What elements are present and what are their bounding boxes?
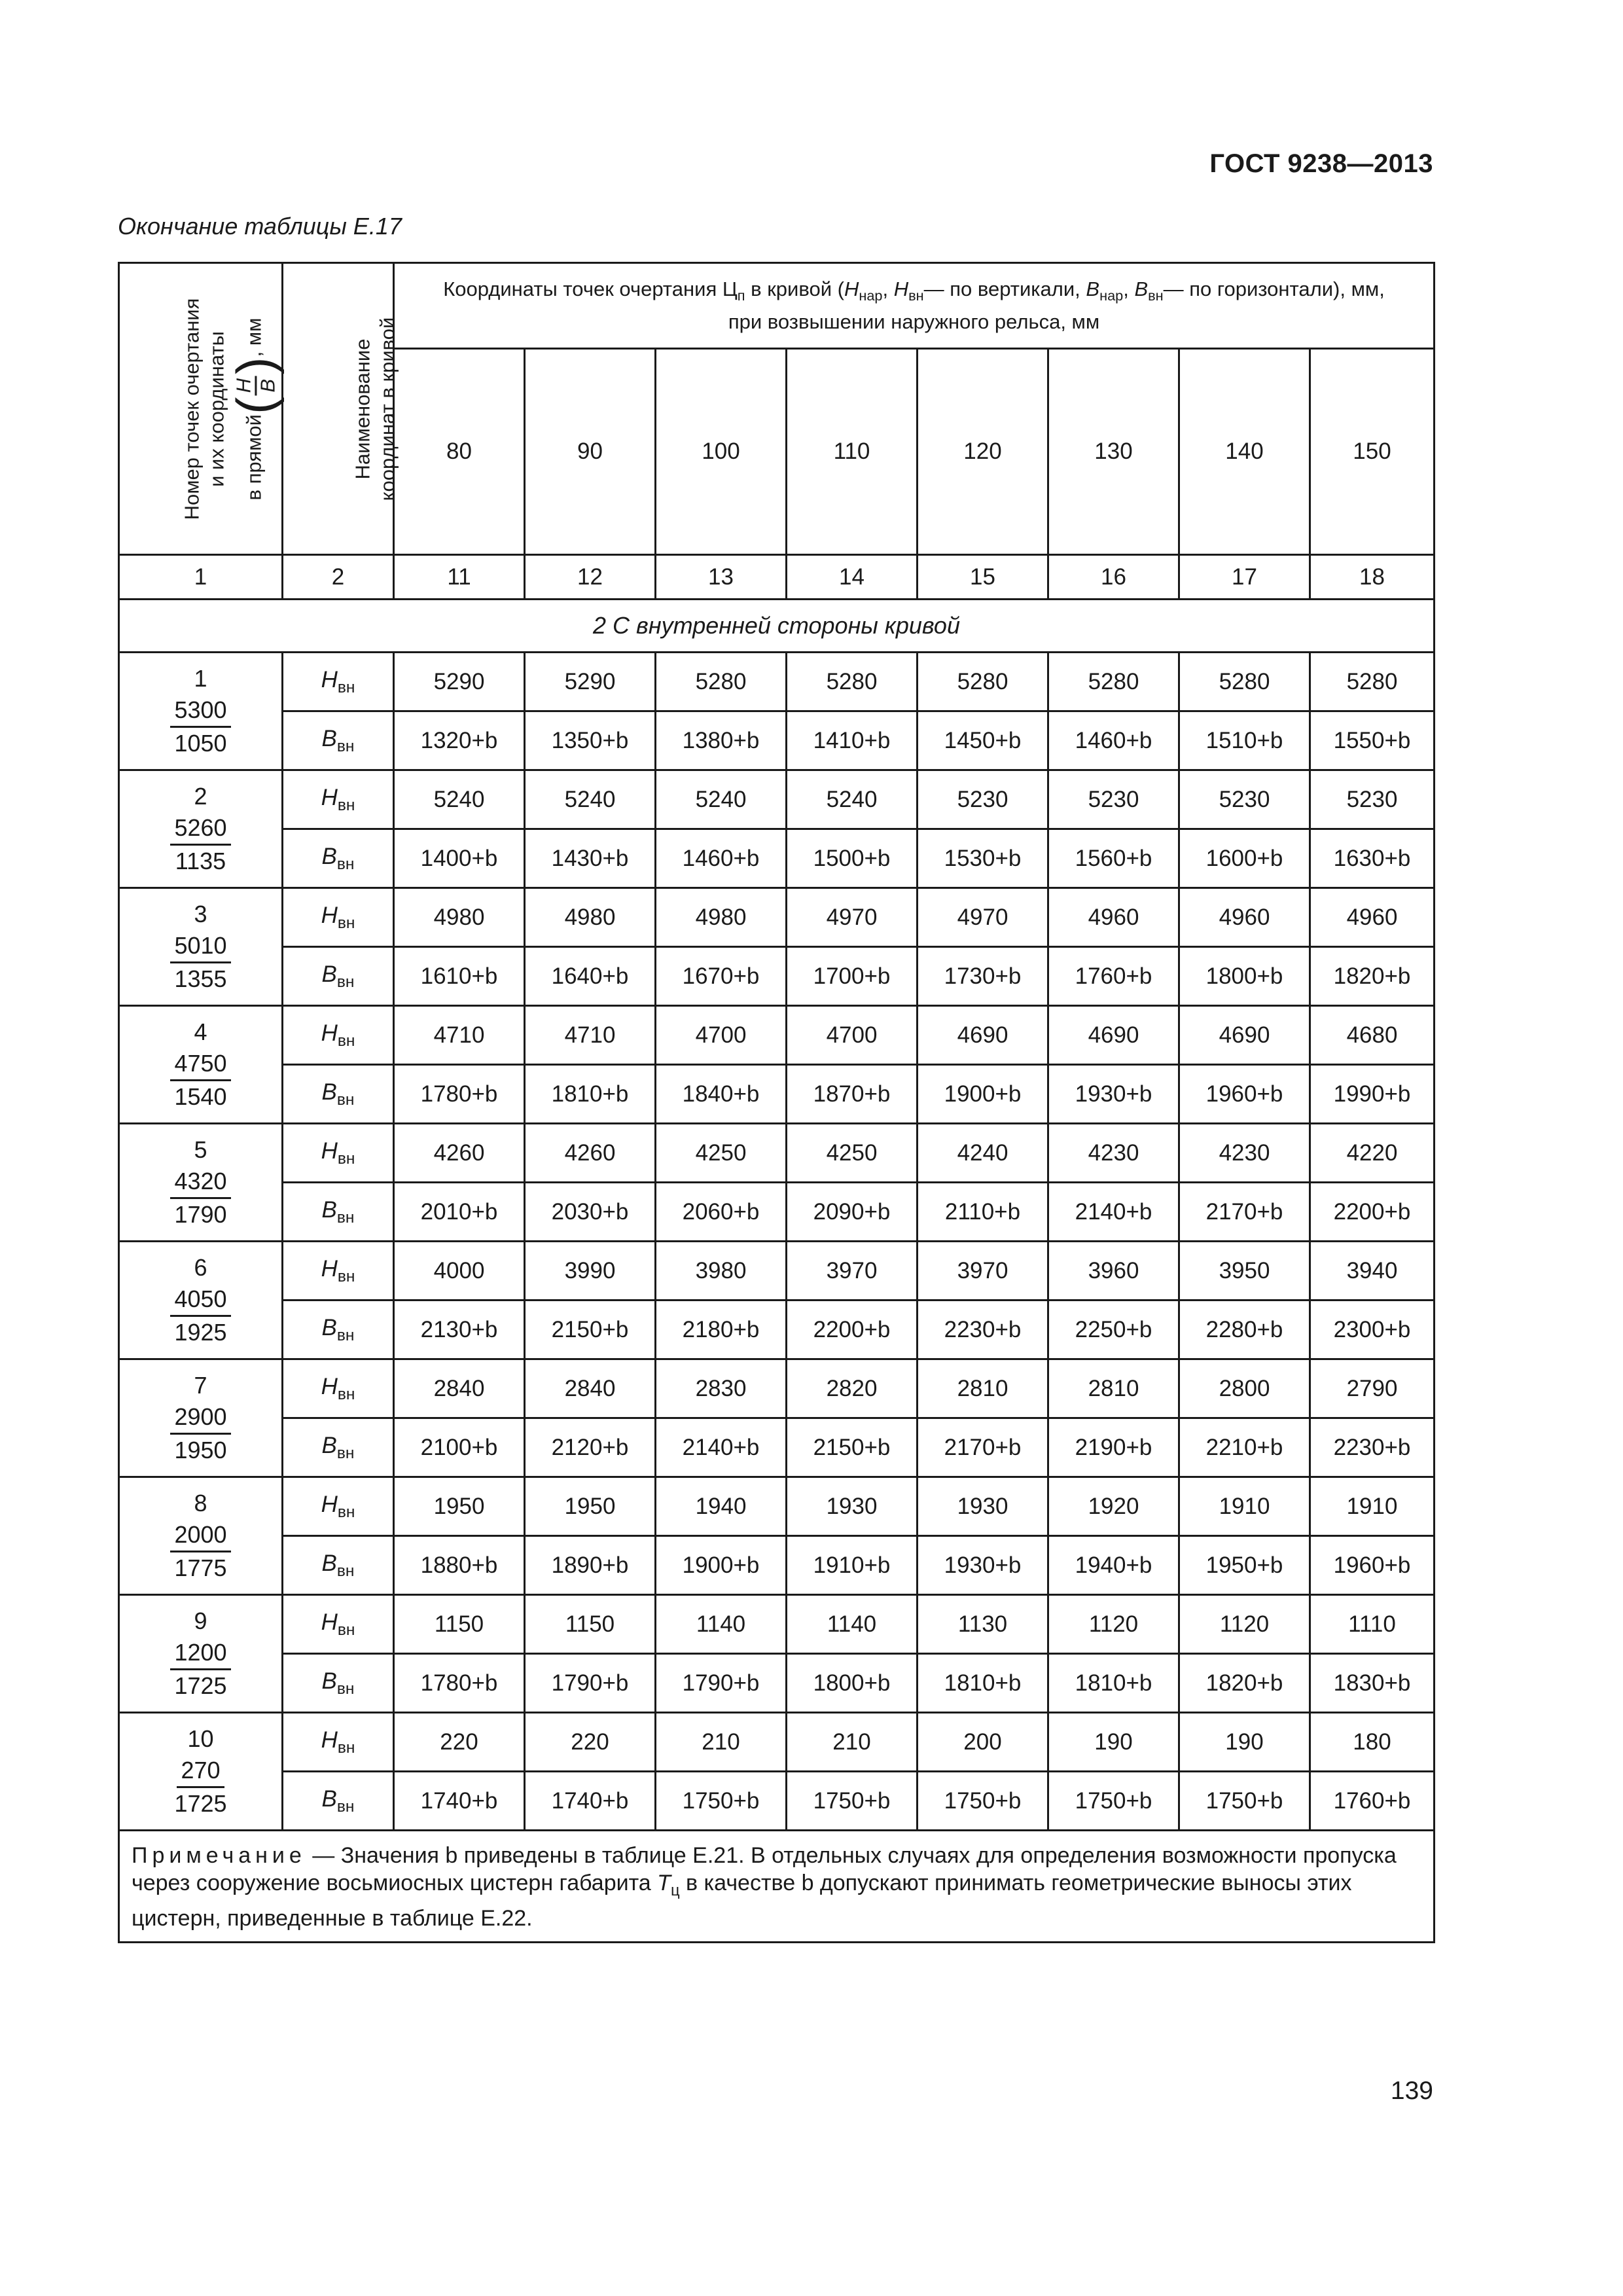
value-cell: 1840+b [656, 1065, 787, 1124]
column-number: 13 [656, 555, 787, 600]
value-cell: 210 [656, 1713, 787, 1772]
value-cell: 5280 [656, 653, 787, 711]
value-cell: 1780+b [394, 1065, 525, 1124]
value-cell: 2030+b [525, 1183, 656, 1242]
value-cell: 1750+b [1179, 1772, 1310, 1831]
value-cell: 4220 [1310, 1124, 1435, 1183]
value-cell: 1780+b [394, 1654, 525, 1713]
value-cell: 4980 [656, 888, 787, 947]
value-cell: 1500+b [787, 829, 918, 888]
table-row [119, 653, 1435, 711]
value-cell: 1750+b [1048, 1772, 1179, 1831]
value-cell: 2100+b [394, 1418, 525, 1477]
value-cell: 1950+b [1179, 1536, 1310, 1595]
value-cell: 1750+b [787, 1772, 918, 1831]
page-number: 139 [1390, 2077, 1433, 2105]
value-cell: 220 [525, 1713, 656, 1772]
value-cell: 4700 [656, 1006, 787, 1065]
value-cell: 4260 [394, 1124, 525, 1183]
value-cell: 5280 [1048, 653, 1179, 711]
value-cell: 5290 [394, 653, 525, 711]
value-cell: 1790+b [525, 1654, 656, 1713]
value-cell: 1400+b [394, 829, 525, 888]
value-cell: 1930+b [1048, 1065, 1179, 1124]
value-cell: 1460+b [1048, 711, 1179, 770]
coord-label-h: $H_{вн}$ [283, 1359, 394, 1418]
table-row [119, 1713, 1435, 1772]
value-cell: 5280 [918, 653, 1048, 711]
point-coordinates: 8 2000 1775 [119, 1477, 283, 1595]
value-cell: 4970 [787, 888, 918, 947]
value-cell: 200 [918, 1713, 1048, 1772]
value-cell: 1130 [918, 1595, 1048, 1654]
elevation-header: 110 [787, 349, 918, 555]
value-cell: 4980 [525, 888, 656, 947]
value-cell: 1890+b [525, 1536, 656, 1595]
value-cell: 5240 [394, 770, 525, 829]
coord-label-b: $B_{вн}$ [283, 1183, 394, 1242]
value-cell: 1140 [656, 1595, 787, 1654]
value-cell: 1510+b [1179, 711, 1310, 770]
value-cell: 2840 [525, 1359, 656, 1418]
table-row [119, 1772, 1435, 1831]
value-cell: 1150 [525, 1595, 656, 1654]
column-number: 11 [394, 555, 525, 600]
point-coordinates: 5 4320 1790 [119, 1124, 283, 1242]
value-cell: 1670+b [656, 947, 787, 1006]
value-cell: 190 [1179, 1713, 1310, 1772]
table-row [119, 1595, 1435, 1654]
value-cell: 1810+b [525, 1065, 656, 1124]
value-cell: 3960 [1048, 1242, 1179, 1300]
coord-label-b: $B_{вн}$ [283, 711, 394, 770]
value-cell: 1790+b [656, 1654, 787, 1713]
coord-label-h: $H_{вн}$ [283, 770, 394, 829]
value-cell: 1960+b [1179, 1065, 1310, 1124]
column-number: 12 [525, 555, 656, 600]
value-cell: 2830 [656, 1359, 787, 1418]
section-title: 2 С внутренней стороны кривой [119, 600, 1435, 653]
value-cell: 4230 [1179, 1124, 1310, 1183]
value-cell: 1600+b [1179, 829, 1310, 888]
table-row [119, 888, 1435, 947]
value-cell: 4240 [918, 1124, 1048, 1183]
value-cell: 1950 [525, 1477, 656, 1536]
value-cell: 1800+b [1179, 947, 1310, 1006]
coord-label-b: $B_{вн}$ [283, 829, 394, 888]
table-row [119, 947, 1435, 1006]
value-cell: 2170+b [918, 1418, 1048, 1477]
value-cell: 1530+b [918, 829, 1048, 888]
point-coordinates: 9 1200 1725 [119, 1595, 283, 1713]
value-cell: 4710 [394, 1006, 525, 1065]
value-cell: 2090+b [787, 1183, 918, 1242]
value-cell: 1630+b [1310, 829, 1435, 888]
value-cell: 4690 [1179, 1006, 1310, 1065]
value-cell: 1820+b [1179, 1654, 1310, 1713]
coord-label-h: $H_{вн}$ [283, 1713, 394, 1772]
value-cell: 1740+b [394, 1772, 525, 1831]
value-cell: 2130+b [394, 1300, 525, 1359]
value-cell: 4970 [918, 888, 1048, 947]
value-cell: 5230 [1310, 770, 1435, 829]
value-cell: 5230 [918, 770, 1048, 829]
point-coordinates: 7 2900 1950 [119, 1359, 283, 1477]
value-cell: 3970 [918, 1242, 1048, 1300]
value-cell: 4690 [1048, 1006, 1179, 1065]
value-cell: 4700 [787, 1006, 918, 1065]
value-cell: 1120 [1179, 1595, 1310, 1654]
value-cell: 4980 [394, 888, 525, 947]
standard-code: ГОСТ 9238—2013 [1209, 149, 1433, 178]
value-cell: 4710 [525, 1006, 656, 1065]
column-number: 1 [119, 555, 283, 600]
value-cell: 5240 [656, 770, 787, 829]
value-cell: 5240 [525, 770, 656, 829]
header-coordinates: Координаты точек очертания $Ц_п$ в кривой ($H_{нар}$, $H_{вн}—$ по вертикали, $B_{нар}$, $B_{вн}—$ по горизонтали), мм, при возвышении наружного рельса, мм [394, 263, 1435, 349]
value-cell: 1550+b [1310, 711, 1435, 770]
column-number: 16 [1048, 555, 1179, 600]
value-cell: 5230 [1048, 770, 1179, 829]
coord-label-b: $B_{вн}$ [283, 1772, 394, 1831]
value-cell: 2800 [1179, 1359, 1310, 1418]
value-cell: 1930 [787, 1477, 918, 1536]
value-cell: 4250 [787, 1124, 918, 1183]
value-cell: 1760+b [1048, 947, 1179, 1006]
value-cell: 1810+b [918, 1654, 1048, 1713]
coord-label-b: $B_{вн}$ [283, 1065, 394, 1124]
value-cell: 2200+b [1310, 1183, 1435, 1242]
value-cell: 3980 [656, 1242, 787, 1300]
value-cell: 1940 [656, 1477, 787, 1536]
table-row [119, 1536, 1435, 1595]
value-cell: 1750+b [918, 1772, 1048, 1831]
value-cell: 1810+b [1048, 1654, 1179, 1713]
value-cell: 4680 [1310, 1006, 1435, 1065]
column-number: 17 [1179, 555, 1310, 600]
value-cell: 190 [1048, 1713, 1179, 1772]
table-note: Примечание — Значения b приведены в таблице Е.21. В отдельных случаях для определения возможности пропуска через сооружение восьмиосных цистерн габарита $Т_ц$ в качестве b допускают принимать геометрические выносы этих цистерн, приведенные в таблице Е.22. [119, 1831, 1435, 1943]
value-cell: 2280+b [1179, 1300, 1310, 1359]
value-cell: 3940 [1310, 1242, 1435, 1300]
value-cell: 1930+b [918, 1536, 1048, 1595]
value-cell: 2120+b [525, 1418, 656, 1477]
value-cell: 2840 [394, 1359, 525, 1418]
coord-label-h: $H_{вн}$ [283, 1242, 394, 1300]
value-cell: 1910+b [787, 1536, 918, 1595]
table-row [119, 1006, 1435, 1065]
value-cell: 220 [394, 1713, 525, 1772]
value-cell: 2300+b [1310, 1300, 1435, 1359]
coord-label-h: $H_{вн}$ [283, 653, 394, 711]
value-cell: 5290 [525, 653, 656, 711]
value-cell: 1870+b [787, 1065, 918, 1124]
value-cell: 4960 [1310, 888, 1435, 947]
value-cell: 1900+b [656, 1536, 787, 1595]
value-cell: 2060+b [656, 1183, 787, 1242]
value-cell: 1410+b [787, 711, 918, 770]
coord-label-b: $B_{вн}$ [283, 1536, 394, 1595]
value-cell: 1820+b [1310, 947, 1435, 1006]
value-cell: 1640+b [525, 947, 656, 1006]
value-cell: 1830+b [1310, 1654, 1435, 1713]
table-row [119, 1359, 1435, 1418]
value-cell: 1900+b [918, 1065, 1048, 1124]
value-cell: 2230+b [1310, 1418, 1435, 1477]
table-continuation-caption: Окончание таблицы Е.17 [118, 213, 402, 240]
elevation-header: 140 [1179, 349, 1310, 555]
value-cell: 3950 [1179, 1242, 1310, 1300]
value-cell: 1750+b [656, 1772, 787, 1831]
table-row [119, 1477, 1435, 1536]
value-cell: 4230 [1048, 1124, 1179, 1183]
value-cell: 2790 [1310, 1359, 1435, 1418]
value-cell: 2810 [918, 1359, 1048, 1418]
header-point-number: Номер точек очертания и их координаты в прямой( H B ), мм [119, 263, 283, 555]
value-cell: 2820 [787, 1359, 918, 1418]
value-cell: 5280 [787, 653, 918, 711]
value-cell: 1560+b [1048, 829, 1179, 888]
value-cell: 4960 [1179, 888, 1310, 947]
note-row [119, 1831, 1435, 1943]
value-cell: 5230 [1179, 770, 1310, 829]
value-cell: 1700+b [787, 947, 918, 1006]
elevation-header: 130 [1048, 349, 1179, 555]
value-cell: 1910 [1179, 1477, 1310, 1536]
value-cell: 3990 [525, 1242, 656, 1300]
value-cell: 2190+b [1048, 1418, 1179, 1477]
table-row [119, 829, 1435, 888]
elevation-header: 100 [656, 349, 787, 555]
value-cell: 5240 [787, 770, 918, 829]
table-row [119, 770, 1435, 829]
coord-label-b: $B_{вн}$ [283, 1418, 394, 1477]
value-cell: 2010+b [394, 1183, 525, 1242]
value-cell: 1110 [1310, 1595, 1435, 1654]
value-cell: 1990+b [1310, 1065, 1435, 1124]
point-coordinates: 6 4050 1925 [119, 1242, 283, 1359]
coord-label-h: $H_{вн}$ [283, 1006, 394, 1065]
value-cell: 1380+b [656, 711, 787, 770]
coordinates-table [118, 262, 1435, 1943]
column-number: 15 [918, 555, 1048, 600]
value-cell: 2110+b [918, 1183, 1048, 1242]
coord-label-h: $H_{вн}$ [283, 1595, 394, 1654]
header-coordinate-name: Наименование координат в кривой [283, 263, 394, 555]
coord-label-b: $B_{вн}$ [283, 1654, 394, 1713]
value-cell: 4690 [918, 1006, 1048, 1065]
value-cell: 180 [1310, 1713, 1435, 1772]
value-cell: 1140 [787, 1595, 918, 1654]
table-row [119, 1300, 1435, 1359]
point-coordinates: 3 5010 1355 [119, 888, 283, 1006]
value-cell: 1430+b [525, 829, 656, 888]
value-cell: 2210+b [1179, 1418, 1310, 1477]
value-cell: 4250 [656, 1124, 787, 1183]
table-row [119, 1242, 1435, 1300]
value-cell: 1320+b [394, 711, 525, 770]
value-cell: 1880+b [394, 1536, 525, 1595]
value-cell: 5280 [1179, 653, 1310, 711]
value-cell: 1450+b [918, 711, 1048, 770]
value-cell: 2250+b [1048, 1300, 1179, 1359]
elevation-header: 120 [918, 349, 1048, 555]
table-row [119, 1124, 1435, 1183]
elevation-header: 90 [525, 349, 656, 555]
value-cell: 2230+b [918, 1300, 1048, 1359]
column-number: 18 [1310, 555, 1435, 600]
coord-label-h: $H_{вн}$ [283, 888, 394, 947]
value-cell: 2810 [1048, 1359, 1179, 1418]
value-cell: 4260 [525, 1124, 656, 1183]
value-cell: 1120 [1048, 1595, 1179, 1654]
table-row [119, 1654, 1435, 1713]
value-cell: 1730+b [918, 947, 1048, 1006]
coord-label-h: $H_{вн}$ [283, 1477, 394, 1536]
table-row [119, 711, 1435, 770]
table-row [119, 1183, 1435, 1242]
table-row [119, 1065, 1435, 1124]
value-cell: 1350+b [525, 711, 656, 770]
value-cell: 210 [787, 1713, 918, 1772]
value-cell: 1950 [394, 1477, 525, 1536]
value-cell: 5280 [1310, 653, 1435, 711]
point-coordinates: 1 5300 1050 [119, 653, 283, 770]
value-cell: 1760+b [1310, 1772, 1435, 1831]
value-cell: 1920 [1048, 1477, 1179, 1536]
value-cell: 2140+b [1048, 1183, 1179, 1242]
coord-label-h: $H_{вн}$ [283, 1124, 394, 1183]
value-cell: 2170+b [1179, 1183, 1310, 1242]
value-cell: 1910 [1310, 1477, 1435, 1536]
coord-label-b: $B_{вн}$ [283, 947, 394, 1006]
coord-label-b: $B_{вн}$ [283, 1300, 394, 1359]
value-cell: 2140+b [656, 1418, 787, 1477]
value-cell: 2200+b [787, 1300, 918, 1359]
elevation-header: 80 [394, 349, 525, 555]
value-cell: 1150 [394, 1595, 525, 1654]
value-cell: 1610+b [394, 947, 525, 1006]
value-cell: 1960+b [1310, 1536, 1435, 1595]
point-coordinates: 4 4750 1540 [119, 1006, 283, 1124]
value-cell: 2150+b [525, 1300, 656, 1359]
value-cell: 1740+b [525, 1772, 656, 1831]
column-number: 14 [787, 555, 918, 600]
point-coordinates: 2 5260 1135 [119, 770, 283, 888]
point-coordinates: 10 270 1725 [119, 1713, 283, 1831]
value-cell: 1460+b [656, 829, 787, 888]
value-cell: 2180+b [656, 1300, 787, 1359]
value-cell: 2150+b [787, 1418, 918, 1477]
value-cell: 4960 [1048, 888, 1179, 947]
value-cell: 1930 [918, 1477, 1048, 1536]
column-number: 2 [283, 555, 394, 600]
elevation-header: 150 [1310, 349, 1435, 555]
table-row [119, 1418, 1435, 1477]
value-cell: 1800+b [787, 1654, 918, 1713]
value-cell: 4000 [394, 1242, 525, 1300]
value-cell: 3970 [787, 1242, 918, 1300]
value-cell: 1940+b [1048, 1536, 1179, 1595]
